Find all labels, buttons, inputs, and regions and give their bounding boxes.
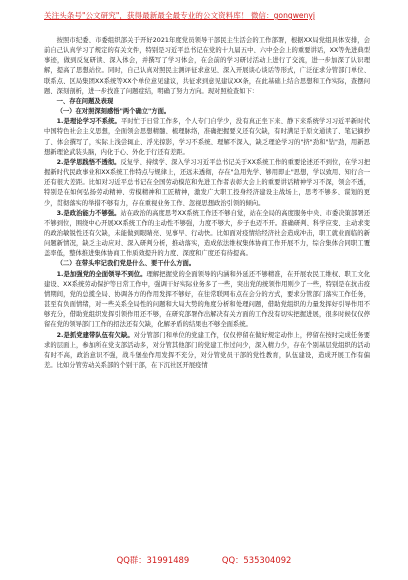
item-heading: 1.是加强党的全面领导不到位。 (56, 270, 147, 278)
item-heading: 2.是学思践悟不透彻。 (56, 158, 121, 166)
body-paragraph: 按照市纪委、市委组织部关于开好2021年度党员领导干部民主生活会的工作部署，根据XX局党组具体安排，会前自己认真学习了规定的有关文件，特别是习近平总书记在党的十九届五中、六中全会上的重要讲话，XX等先进典型事迹，做到反复研读、深入体会，并撰写了学习体会，在会前的学习研讨活动上进行了交流，进一步加深了认识理解，提高了思想站位。同时，自己认真对照民主测评征求意见、深入开展谈心谈话等形式，广泛征求分管部门单位、联系点、区局集团XX系统等XX个单位意见建议，共征求到意见建议XX条，在此基础上结合思想和工作实际，查摆问题、深刻剖析，进一步找准了问题症结，明确了努力方向。现对照检查如下： (44, 37, 370, 95)
item-text: 站在政治的高度思考XX系统工作还不够自觉，站在全局的高度服务中央、市委决策部署还不够到位，围绕中心开展XX系统工作的主动性不够强，力度不够大，步子也迈不开。准确研判、科学应变、主动求变的政治敏锐性还有欠缺，未能做到眼睛亮、见事早、行动快。比如面对疫情给经济社会造成冲击，职工就业面临的新问题新情况，缺乏主动应对、深入研判分析，推动落实，造成依法维权集体协商工作开展不力，综合集体合同职工覆盖率低，整体推进集体协商工作质效提升的力度、深度和广度还有待提高。 (44, 209, 370, 258)
item-heading: 2.是抓党建带队伍有欠缺。 (56, 331, 134, 339)
document-body (44, 36, 370, 371)
list-item (44, 117, 370, 158)
qq-number-text: QQ：535304092 (221, 555, 292, 565)
promo-header-note: 关注头条号"公文研究"，获得最新最全最专业的公文资料库！ 微信：gongwenyj (44, 11, 316, 20)
item-text: 平时忙于日常工作多，个人专门自学少，没有真正坐下来、静下来系统学习习近平新时代中国特色社会主义思想，全面领会思想精髓、梳理脉络，准确把握要义还有欠缺，有时满足于原文通读了、笔记摘抄了、体会撰写了，实际上浅尝辄止、浮光掠影，学习不系统、理解不深入，缺乏理论学习的"挤"劲和"钻"劲，用新思想新理论武装头脑，内化于心、外化于行还有差距。 (44, 118, 370, 156)
item-text: 理解把握党的全面领导的内涵和外延还不够精准，在开展农民工维权、职工文化建设、XX系统劳动保护等日常工作中，强调干好实际业务多了一些，突出党的统领作用则少了一些，特别是在抗击疫情期间，党的总揽全局、协调各方的作用发挥不够好，在往常联网布点在会分的方式，要求分管部门落实工作任务，甚至有负面情绪，对一些关系全局性的问题和大局大势的角度分析和处理问题，借助党组织的力量发挥好引导作用不够充分，借助党组织发挥引领作用还不够，在研究部署作出解决有关方面的工作没有切实把握进展，很多时候仅仅停留在党的领导部门工作的招法还有欠缺，化解矛盾的结果也不够全面系统。 (44, 270, 371, 329)
subsection-heading: （二）在带头牢记我们党是什么、要干什么方面。 (56, 260, 196, 268)
item-heading: 3.是政治能力不够强。 (56, 209, 121, 217)
list-item (44, 209, 370, 260)
list-item (44, 270, 370, 331)
item-text: 反复学、持续学、深入学习习近平总书记关于XX系统工作的重要论述还不到位，在学习把握新时代民政事业和XX系统工作特点与规律上，还远未透彻，存在"急用先学、够用即止"思想，学以致用、知行合一还有很大差距。比如对习近平总书记在全国劳动模范和先进工作者表彰大会上的重要讲话精神学习不深，领会不透，特别是在如何弘扬劳动精神、劳模精神和工匠精神，激发广大职工投身经济建设主战场上，思考不够多、谋划的更少，贯彻落实的举措不够有力，存在重视业务工作、忽视思想政治引领的倾向。 (44, 158, 370, 207)
item-heading: 1.是理论学习不系统。 (56, 118, 121, 126)
list-item (44, 331, 370, 372)
promo-footer-note (0, 554, 408, 566)
section-heading: 一、存在问题及表现 (56, 97, 114, 105)
qq-group-text: QQ群：31991489 (116, 555, 190, 565)
list-item (44, 158, 370, 209)
subsection-heading: （一）在对照深刻感悟"两个确立"方面。 (56, 108, 171, 116)
item-text: 对分管部门和单位的党建工作，仅仅停留在做好规定动作上，停留在按时完成任务要求的层面上，参加所在党支部活动多，对分管其他部门的党建工作过问少，深入精力少，存在个别基层党组织的活动有时不高，政治意识不强，战斗堡垒作用发挥不充分，对分管党员干部的党性教育，队伍建设，造成开展工作有偏差。比如分管劳动关系部的个别干部，在下沉社区开展疫情 (44, 331, 371, 369)
